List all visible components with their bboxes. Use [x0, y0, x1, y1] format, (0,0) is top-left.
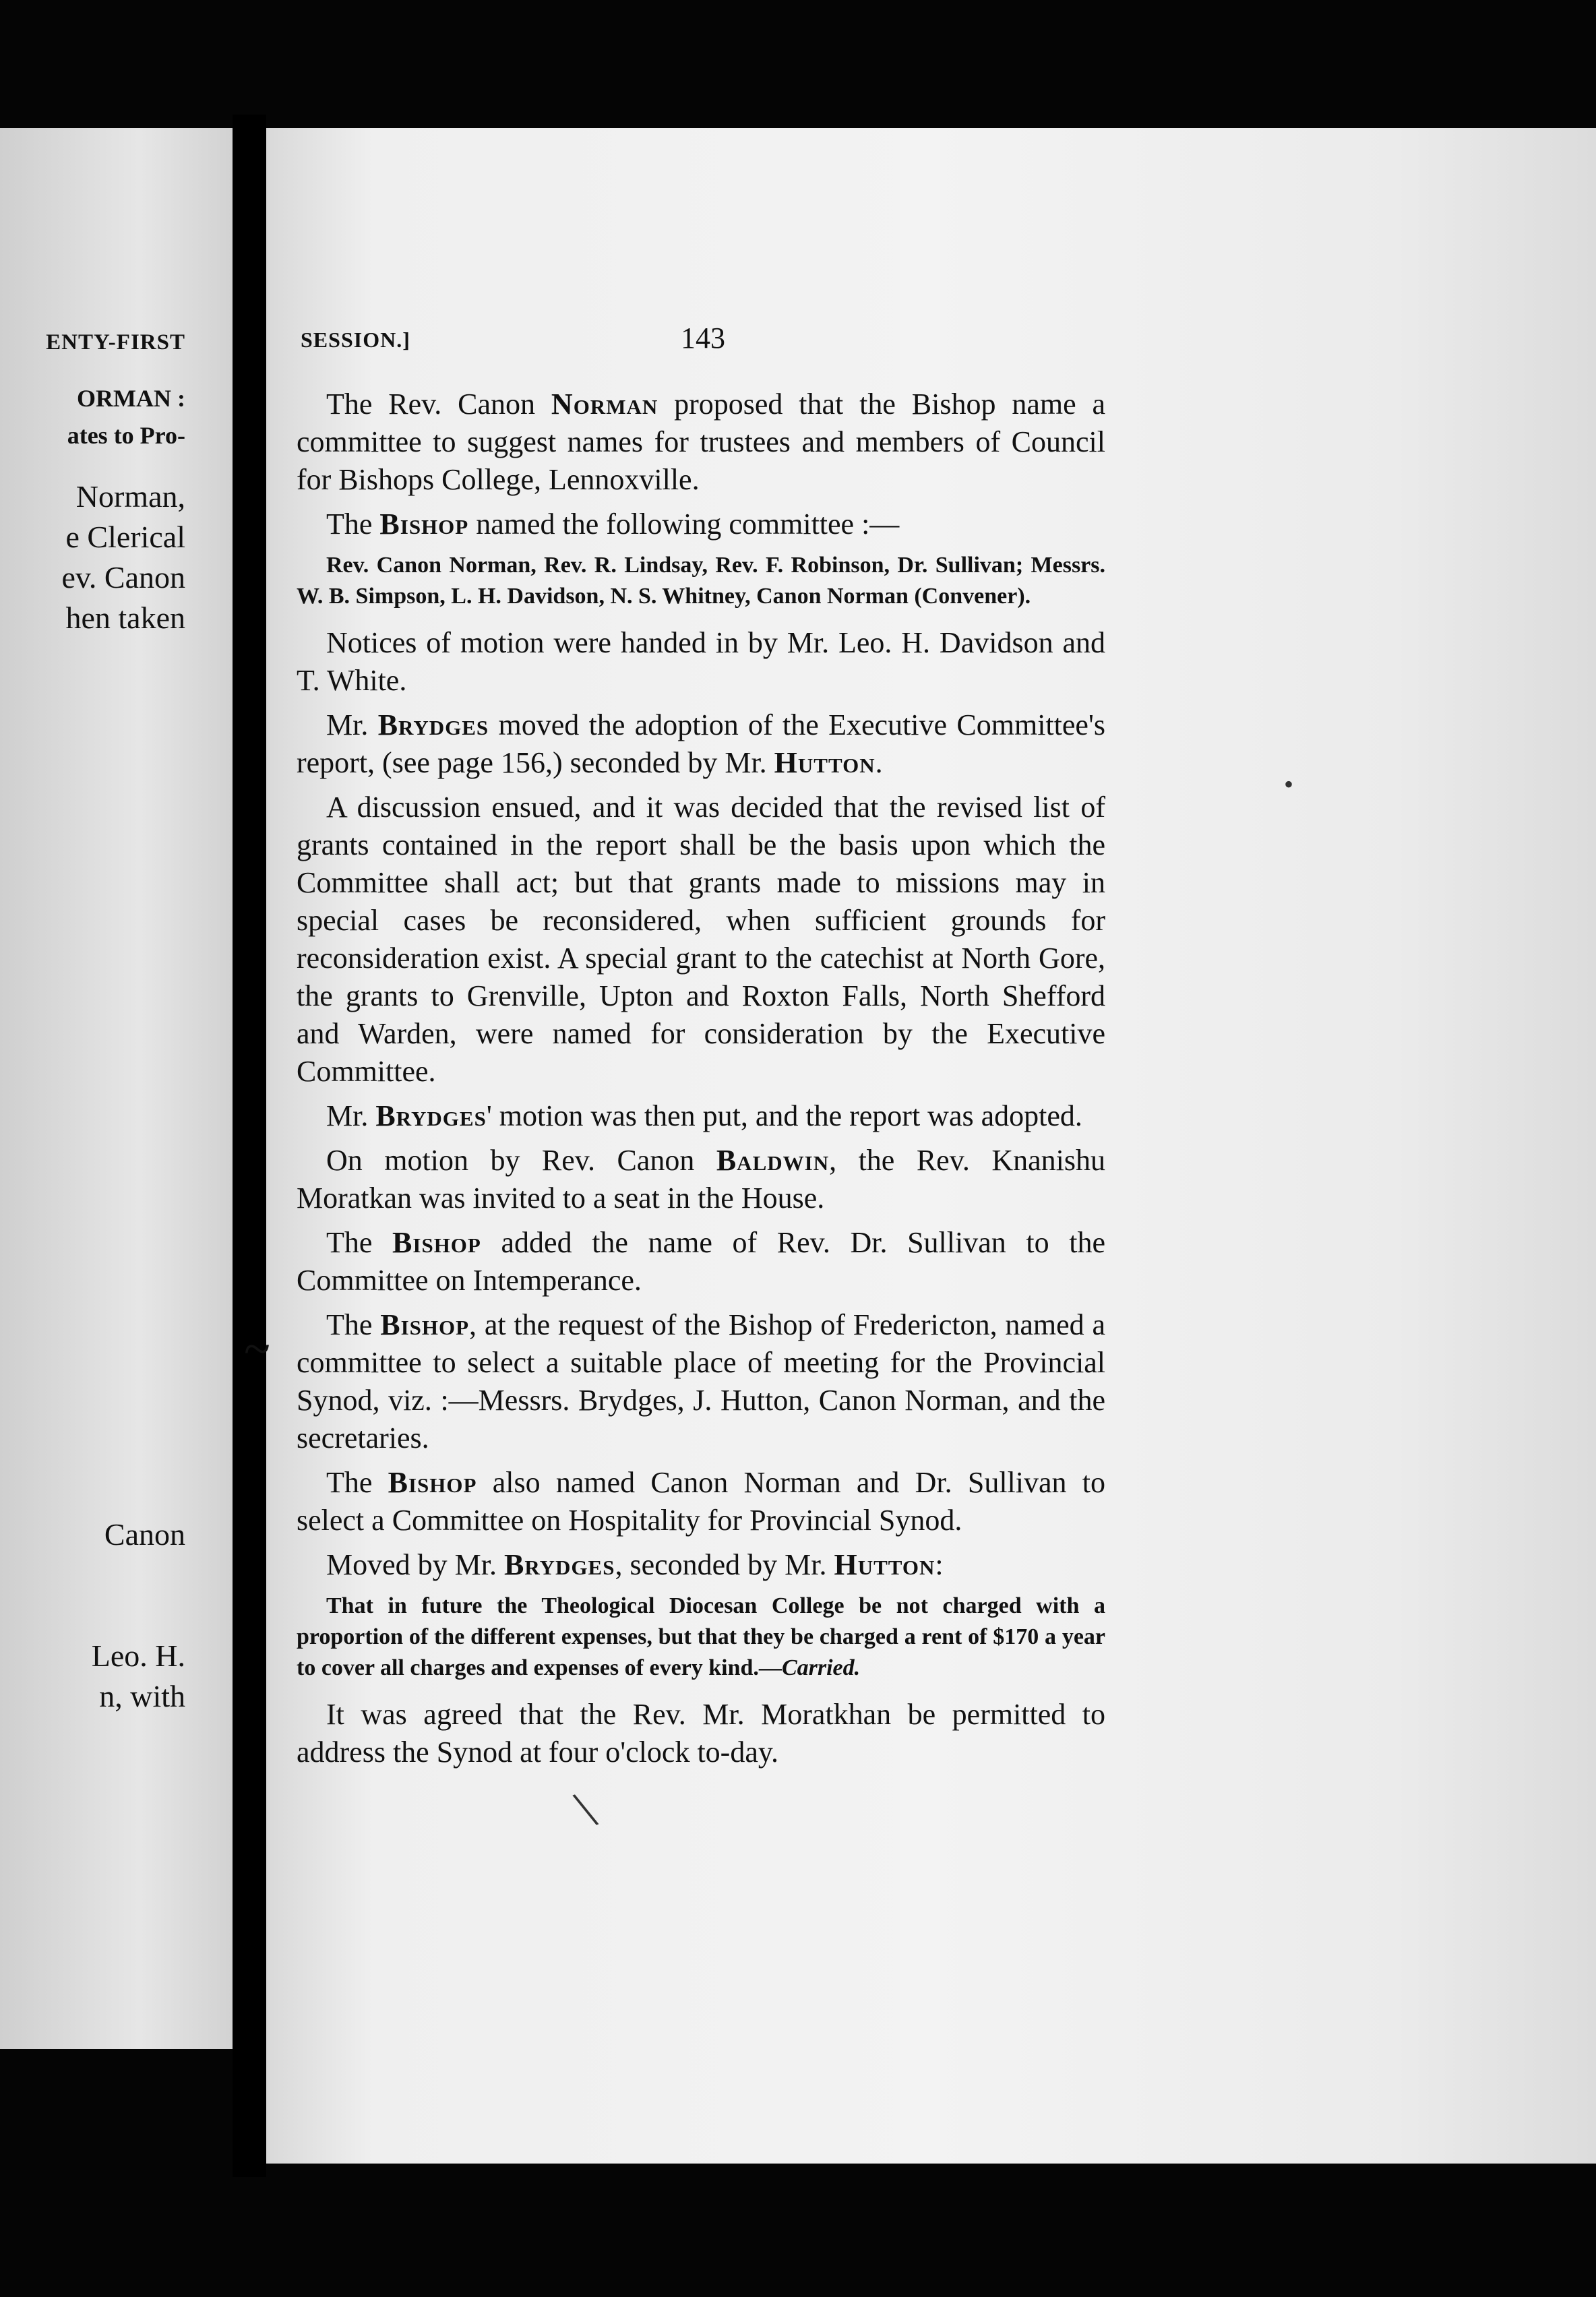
text-run: Notices of motion were handed in by Mr. Leo. H. Davidson and T. White. [297, 626, 1105, 697]
body-paragraph [297, 386, 1105, 499]
text-run: Mr. [326, 708, 378, 741]
margin-tilde-mark: ~ [244, 1322, 270, 1376]
running-head [297, 317, 1105, 364]
margin-mark: • [1284, 769, 1294, 799]
name-smallcaps: Brydges [504, 1548, 615, 1581]
name-smallcaps: Baldwin [716, 1144, 830, 1177]
page-gutter [233, 115, 266, 2177]
text-run: Rev. Canon Norman, Rev. R. Lindsay, Rev. F. Robinson, Dr. Sullivan; Messrs. W. B. Simpson, L. H. Davidson, N. S. Whitney, Canon Norman (Convener). [297, 553, 1105, 609]
left-page-fragment: n, with [99, 1679, 185, 1713]
left-facing-page [0, 128, 233, 2049]
body-paragraph [297, 1464, 1105, 1539]
name-smallcaps: Brydges [377, 708, 489, 741]
body-paragraph [297, 706, 1105, 782]
left-page-fragment: ORMAN : [77, 385, 185, 412]
name-smallcaps: Hutton [834, 1548, 935, 1581]
text-run: : [935, 1548, 944, 1581]
text-run: The Rev. Canon [326, 388, 551, 421]
list-paragraph [297, 1591, 1105, 1684]
name-smallcaps: Bishop [379, 508, 469, 541]
body-paragraph [297, 1142, 1105, 1217]
text-run: That in future the Theological Diocesan College be not charged with a proportion of the different expenses, but that they be charged a rent of $170 a year to cover all charges and expenses of every kind.— [297, 1593, 1105, 1680]
body-text [297, 386, 1105, 1771]
body-paragraph [297, 1546, 1105, 1584]
text-run: , seconded by Mr. [615, 1548, 834, 1581]
left-page-fragment: ENTY-FIRST [46, 330, 185, 355]
left-page-fragment: Norman, [75, 479, 185, 514]
text-run: , at the request of the Bishop of Fredericton, named a committee to select a suitable place of meeting for the Provincial Synod, viz. :—Messrs. Brydges, J. Hutton, Canon Norman, and the secretaries. [297, 1308, 1106, 1454]
body-paragraph [297, 1097, 1105, 1135]
text-run: Mr. [326, 1099, 376, 1132]
text-run: Carried. [781, 1655, 861, 1680]
text-run: . [875, 746, 883, 779]
text-run: On motion by Rev. Canon [326, 1144, 716, 1177]
body-paragraph [297, 1306, 1105, 1457]
name-smallcaps: Bishop [388, 1466, 477, 1499]
name-smallcaps: Norman [551, 388, 658, 421]
text-run: moved the adoption of the Executive Committee's report, (see page 156,) seconded by Mr. [297, 708, 1105, 779]
text-run: It was agreed that the Rev. Mr. Moratkhan be permitted to address the Synod at four o'clock to-day. [297, 1698, 1105, 1769]
text-run: A discussion ensued, and it was decided that the revised list of grants contained in the report shall be the basis upon which the Committee shall act; but that grants made to missions may in special cases be reconsidered, when sufficient grounds for reconsideration exist. A special grant to the catechist at North Gore, the grants to Grenville, Upton and Roxton Falls, North Shefford and Warden, were named for consideration by the Executive Committee. [297, 791, 1105, 1088]
text-run: ' motion was then put, and the report was adopted. [486, 1099, 1082, 1132]
name-smallcaps: Brydges [375, 1099, 487, 1132]
text-run: The [326, 508, 380, 541]
text-run: added the name of Rev. Dr. Sullivan to the Committee on Intemperance. [297, 1226, 1106, 1297]
left-page-fragment: ev. Canon [61, 560, 185, 594]
running-head-session: SESSION.] [301, 328, 410, 352]
body-paragraph [297, 1224, 1105, 1299]
left-page-fragment: Canon [104, 1517, 185, 1552]
body-paragraph [297, 506, 1105, 543]
left-page-fragment: Leo. H. [91, 1638, 185, 1673]
list-paragraph [297, 550, 1105, 612]
left-page-fragment: e Clerical [65, 520, 185, 554]
margin-mark: \ [568, 1779, 603, 1841]
page-number: 143 [681, 321, 725, 355]
name-smallcaps: Bishop [392, 1226, 481, 1259]
body-paragraph [297, 624, 1105, 700]
name-smallcaps: Bishop [380, 1308, 470, 1341]
text-run: The [326, 1466, 388, 1499]
text-run: , the Rev. Knanishu Moratkan was invited to a seat in the House. [297, 1144, 1105, 1215]
text-run: The [326, 1308, 381, 1341]
text-run: Moved by Mr. [326, 1548, 504, 1581]
text-run: proposed that the Bishop name a committee to suggest names for trustees and members of Council for Bishops College, Lennoxville. [297, 388, 1105, 496]
left-page-fragment: hen taken [65, 601, 185, 635]
text-run: The [326, 1226, 393, 1259]
left-page-fragment: ates to Pro- [67, 422, 185, 449]
text-run: named the following committee :— [468, 508, 900, 541]
body-paragraph [297, 1696, 1105, 1771]
page-content [297, 317, 1105, 1778]
name-smallcaps: Hutton [774, 746, 876, 779]
body-paragraph [297, 789, 1105, 1091]
text-run: also named Canon Norman and Dr. Sullivan to select a Committee on Hospitality for Provincial Synod. [297, 1466, 1105, 1537]
